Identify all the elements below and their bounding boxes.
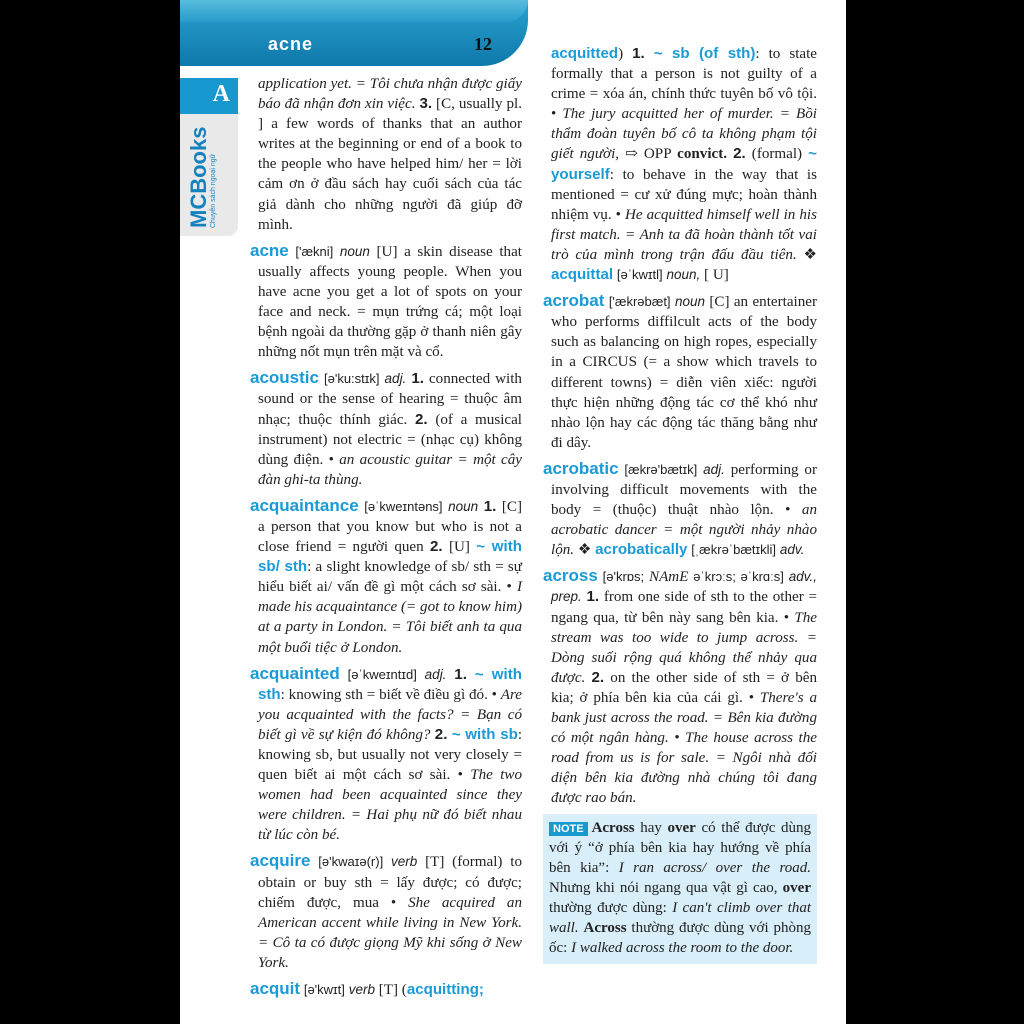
brand-tagline: Chuyên sách ngoại ngữ xyxy=(210,153,217,228)
headword: across xyxy=(543,566,598,586)
entry-acquainted: acquainted [əˈkweɪntɪd] adj. 1. ~ with sth: knowing sth = biết về điều gì đó. • Are you acquainted with the facts? = Bạn có biết gì về sự kiện đó không? 2. ~ with sb: knowing sb, but usually not very closely = quen biết ai một cách sơ sài. • The two women had been acquainted since they were children. = Hai phụ nữ đó biết nhau từ lúc còn bé. xyxy=(250,663,523,844)
right-column xyxy=(543,44,817,964)
headword: acquaintance xyxy=(250,495,359,515)
entry-acquaintance: acquaintance [əˈkweɪntəns] noun 1. [C] a person that you know but who is not a close friend = người quen 2. [U] ~ with sb/ sth: a slight knowledge of sb/ sth = sự hiểu biết ai/ vấn đề gì một cách sơ sài. • I made his acquaintance (= got to know him) at a party in London. = Tôi biết anh ta qua một buổi tiệc ở London. xyxy=(250,495,522,656)
page-number: 12 xyxy=(474,34,492,54)
entry-acquit-continued: acquitted) 1. ~ sb (of sth): to state formally that a person is not guilty of a crime = xóa án, chính thức tuyên bố vô tội. • The jury acquitted her of murder. = Bồi thẩm đoàn tuyên bố cô ta không phạm tội giết người, ⇨ OPP convict. 2. (formal) ~ yourself: to behave in the way that is mentioned = cư xử đúng mực; hoàn thành nhiệm vụ. • He acquitted himself well in his first match. = Anh ta đã hoàn thành tốt vai trò của mình trong trận đấu đầu tiên. ❖ acquittal [əˈkwɪtl] noun, [ U] xyxy=(551,45,818,284)
brand-logo xyxy=(188,118,228,228)
letter-tab-label: A xyxy=(212,81,230,107)
entry-continuation: application yet. = Tôi chưa nhận được giấy báo đã nhận đơn xin việc. 3. [C, usually pl. ] a few words of thanks that an author writes at the beginning or end of a book to the people who have helped him/ her = lời cảm ơn ở đầu sách hay cuối sách của tác giả dành cho những người đã giúp đỡ mình. xyxy=(258,76,522,233)
brand-name: MCBooks xyxy=(186,126,211,228)
left-column xyxy=(250,74,522,1006)
headword: acrobatic xyxy=(543,458,619,478)
entry-acquit: acquit [ə'kwɪt] verb [T] (acquitting; xyxy=(250,979,484,999)
usage-note: NOTE Across hay over có thể được dùng với ý “ở phía bên kia hay hướng về phía bên kia”: I ran across/ over the road. Nhưng khi nói ngang qua vật gì cao, over thường được dùng: I can't climb over that wall. Across thường được dùng với phòng ốc: I walked across the room to the door. xyxy=(543,814,817,964)
entry-acrobat: acrobat ['ækrəbæt] noun [C] an entertainer who performs diffilcult acts of the body such as balancing on high ropes, especially in a CIRCUS (= a show which travels to different towns) = diễn viên xiếc: người thực hiện những động tác cơ thể khó như nhào lộn hay các động tác thăng bằng như đi dây. xyxy=(543,291,818,451)
headword: acquit xyxy=(250,979,301,999)
headword: acrobat xyxy=(543,291,605,311)
guide-word: acne xyxy=(268,34,314,54)
headword: acquire xyxy=(250,851,311,871)
entry-acrobatic: acrobatic [ækrə'bætɪk] adj. performing or involving difficult movements with the body = (thuộc) thuật nhào lộn. • an acrobatic dancer = một người nhảy nhào lộn. ❖ acrobatically [ˌækrəˈbætɪkli] adv. xyxy=(543,458,817,559)
letter-tab xyxy=(180,78,238,114)
entry-acoustic: acoustic [ə'ku:stɪk] adj. 1. connected with sound or the sense of hearing = thuộc âm nhạc; thuộc thính giác. 2. (of a musical instrument) not electric = (nhạc cụ) không dùng điện. • an acoustic guitar = một cây đàn ghi-ta thùng. xyxy=(250,368,522,488)
headword: acoustic xyxy=(250,368,319,388)
entry-acquire: acquire [ə'kwaɪə(r)] verb [T] (formal) to obtain or buy sth = lấy được; có được; chiếm được, mua • She acquired an American accent while living in New York. = Cô ta có được giọng Mỹ khi sống ở New York. xyxy=(250,851,522,971)
note-label: NOTE xyxy=(549,822,588,836)
entry-across: across [ə'krɒs; NAmE əˈkrɔːs; əˈkrɑːs] adv., prep. 1. from one side of sth to the other = ngang qua, từ bên này sang bên kia. • The stream was too wide to jump across. = Dòng suối rộng quá không thể nhảy qua được. 2. on the other side of sth = ở bên kia; ở phía bên kia của cái gì. • There's a bank just across the road. = Bên kia đường có một ngân hàng. • The house across the road from us is for sale. = Ngôi nhà đối diện bên kia đường nhà chúng tôi đang được rao bán. xyxy=(543,566,818,807)
headword: acquainted xyxy=(250,663,340,683)
header-band xyxy=(180,0,528,66)
headword: acne xyxy=(250,240,289,260)
dictionary-page xyxy=(180,0,846,1024)
entry-acne: acne ['ækni] noun [U] a skin disease that usually affects young people. When you have acne you get a lot of spots on your face and neck. = mụn trứng cá; một loại bệnh ngoài da thường gặp ở thanh niên gây những nốt mụn trên mặt và cổ. xyxy=(250,240,522,361)
